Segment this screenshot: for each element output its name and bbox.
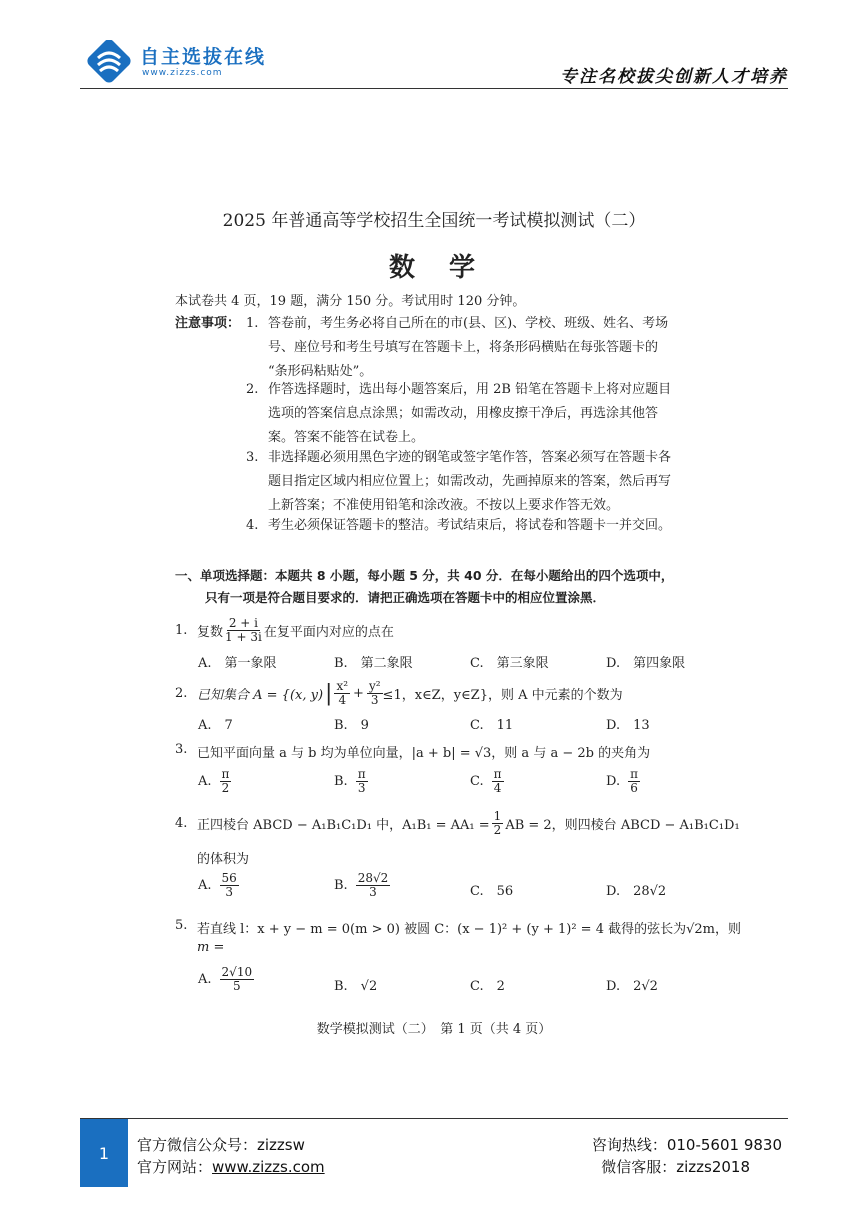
question-3 (175, 742, 650, 761)
note-1-line: “条形码粘贴处”。 (268, 364, 373, 379)
q4-option-a-letter: A. (198, 877, 212, 893)
q2-post: ≤1，x∈Z，y∈Z}，则 A 中元素的个数为 (382, 687, 623, 703)
q5-option-d: D. 2√2 (606, 979, 658, 994)
section1-subheading: 只有一项是符合题目要求的．请把正确选项在答题卡中的相应位置涂黑． (205, 590, 606, 605)
q3-b-den: 3 (357, 780, 366, 795)
q2-number: 2. (175, 685, 188, 701)
q3-a-den: 2 (221, 780, 230, 795)
q4-a-den: 3 (225, 884, 233, 899)
q1-frac-num: 2 + i (228, 615, 258, 630)
q5-option-b: B. √2 (334, 979, 378, 994)
note-3-text (268, 446, 728, 518)
website-link[interactable]: www.zizzs.com (212, 1158, 325, 1176)
q3-number: 3. (175, 742, 188, 757)
q5-option-a (198, 966, 254, 992)
page-footer: 数学模拟测试（二） 第 1 页（共 4 页） (316, 1022, 552, 1037)
q3-option-b-letter: B. (334, 773, 348, 789)
notes-label: 注意事项： (175, 316, 241, 331)
question-5 (175, 918, 741, 937)
q3-option-c-letter: C. (470, 773, 484, 789)
note-3-line: 题目指定区域内相应位置上；如需改动，先画掉原来的答案，然后再写 (268, 474, 672, 489)
note-2 (246, 378, 258, 402)
q5-option-a-letter: A. (198, 971, 212, 987)
q4-pre: 正四棱台 ABCD − A₁B₁C₁D₁ 中，A₁B₁ = AA₁ = (197, 817, 490, 833)
q4-option-d: D. 28√2 (606, 884, 667, 899)
q1-option-c: C. 第三象限 (470, 656, 549, 671)
q4-half-num: 1 (493, 808, 502, 823)
note-1 (246, 312, 258, 336)
q5-option-c: C. 2 (470, 979, 505, 994)
q3-option-d-letter: D. (606, 773, 621, 789)
q1-option-d: D. 第四象限 (606, 656, 686, 671)
q1-fraction (223, 617, 264, 643)
note-4 (246, 514, 258, 538)
q3-option-b (334, 768, 368, 794)
website-line (137, 1156, 325, 1177)
page-number: 1 (98, 1143, 110, 1163)
question-2 (175, 676, 623, 710)
q2-frac-y-den: 3 (370, 692, 379, 707)
q2-option-a: A. 7 (198, 718, 233, 733)
note-3-line: 非选择题必须用黑色字迹的钢笔或签字笔作答，答案必须写在答题卡各 (268, 450, 672, 465)
note-2-line: 案。答案不能答在试卷上。 (268, 430, 425, 445)
header-slogan: 专注名校拔尖创新人才培养 (560, 67, 788, 87)
exam-title: 2025 年普通高等学校招生全国统一考试模拟测试（二） (222, 211, 646, 231)
q3-text: 已知平面向量 a 与 b 均为单位向量，|a + b| = √3，则 a 与 a − 2b 的夹角为 (197, 746, 651, 761)
brand-logo (86, 40, 134, 84)
note-3-line: 上新答案；不准使用铅笔和涂改液。不按以上要求作答无效。 (268, 498, 620, 513)
note-2-num: 2. (246, 382, 259, 397)
note-4-text (268, 514, 728, 538)
hotline: 咨询热线：010-5601 9830 (591, 1136, 782, 1154)
note-1-line: 答卷前，考生务必将自己所在的市(县、区)、学校、班级、姓名、考场 (268, 316, 669, 331)
q2-option-d: D. 13 (606, 718, 650, 733)
brand-name: 自主选拔在线 (140, 46, 267, 68)
q5-number: 5. (175, 918, 188, 933)
q3-a-num: π (221, 767, 230, 781)
note-4-line: 考生必须保证答题卡的整洁。考试结束后，将试卷和答题卡一并交回。 (268, 518, 672, 533)
q4-b-num: 28√2 (357, 871, 389, 885)
brand-url: www.zizzs.com (142, 68, 223, 78)
note-2-line: 选项的答案信息点涂黑；如需改动，用橡皮擦干净后，再选涂其他答 (268, 406, 659, 421)
q2-frac-x (334, 680, 350, 706)
exam-intro: 本试卷共 4 页，19 题，满分 150 分。考试用时 120 分钟。 (175, 294, 526, 309)
question-4 (175, 806, 740, 840)
q4-half-den: 2 (493, 822, 502, 837)
q4-b-den: 3 (369, 884, 377, 899)
q1-option-b: B. 第二象限 (334, 656, 413, 671)
q3-c-den: 4 (493, 780, 502, 795)
q3-option-a-letter: A. (198, 773, 212, 789)
q2-frac-x-num: x² (336, 678, 349, 693)
q1-option-a: A. 第一象限 (198, 656, 277, 671)
q2-option-c: C. 11 (470, 718, 514, 733)
section1-heading: 一、单项选择题：本题共 8 小题，每小题 5 分，共 40 分．在每小题给出的四个选项中， (175, 568, 674, 583)
q5-text: 若直线 l：x + y − m = 0(m > 0) 被圆 C：(x − 1)² + (y + 1)² = 4 截得的弦长为√2m，则 (197, 922, 741, 937)
q4-option-b-letter: B. (334, 877, 348, 893)
q1-post: 在复平面内对应的点在 (263, 624, 394, 640)
q5-a-num: 2√10 (221, 965, 253, 979)
q4-option-b (334, 872, 390, 898)
bottom-rule (80, 1118, 788, 1119)
website-label: 官方网站： (137, 1158, 213, 1176)
note-1-num: 1. (246, 316, 259, 331)
q4-a-num: 56 (221, 871, 237, 885)
note-1-line: 号、座位号和考生号填写在答题卡上，将条形码横贴在每张答题卡的 (268, 340, 659, 355)
wechat-service: 微信客服：zizzs2018 (601, 1158, 750, 1176)
exam-subject: 数 学 (388, 253, 479, 283)
q3-b-num: π (357, 767, 366, 781)
note-3-num: 3. (246, 450, 259, 465)
q2-bar: | (325, 680, 333, 706)
note-2-line: 作答选择题时，选出每小题答案后，用 2B 铅笔在答题卡上将对应题目 (268, 382, 672, 397)
note-4-num: 4. (246, 518, 259, 533)
q2-option-b: B. 9 (334, 718, 369, 733)
q3-option-d (606, 768, 640, 794)
q4-post: AB = 2，则四棱台 ABCD − A₁B₁C₁D₁ (505, 817, 740, 833)
q1-number: 1. (175, 622, 188, 638)
q2-frac-y-num: y² (368, 678, 381, 693)
q5-a-den: 5 (232, 978, 241, 993)
q4-line2: 的体积为 (197, 852, 250, 867)
header-rule (80, 88, 788, 89)
q1-pre: 复数 (197, 624, 224, 640)
q3-c-num: π (493, 767, 502, 781)
q2-plus: + (353, 685, 364, 701)
q4-option-c: C. 56 (470, 884, 514, 899)
note-1-text (268, 312, 728, 384)
q3-d-num: π (630, 767, 638, 781)
logo-mark-icon (86, 40, 134, 84)
note-2-text (268, 378, 728, 450)
question-1 (175, 614, 394, 646)
q3-d-den: 6 (630, 780, 638, 795)
q1-frac-den: 1 + 3i (225, 629, 262, 644)
q3-option-c (470, 768, 504, 794)
q3-option-a (198, 768, 231, 794)
note-3 (246, 446, 258, 470)
page-number-box (80, 1119, 128, 1187)
q4-number: 4. (175, 815, 188, 831)
q2-pre: 已知集合 A = {(x, y) (197, 687, 324, 703)
q2-frac-y (367, 680, 383, 706)
q2-frac-x-den: 4 (338, 692, 347, 707)
q4-option-a (198, 872, 239, 898)
q5-line2: m = (197, 940, 225, 955)
wechat-public: 官方微信公众号：zizzsw (137, 1136, 305, 1154)
